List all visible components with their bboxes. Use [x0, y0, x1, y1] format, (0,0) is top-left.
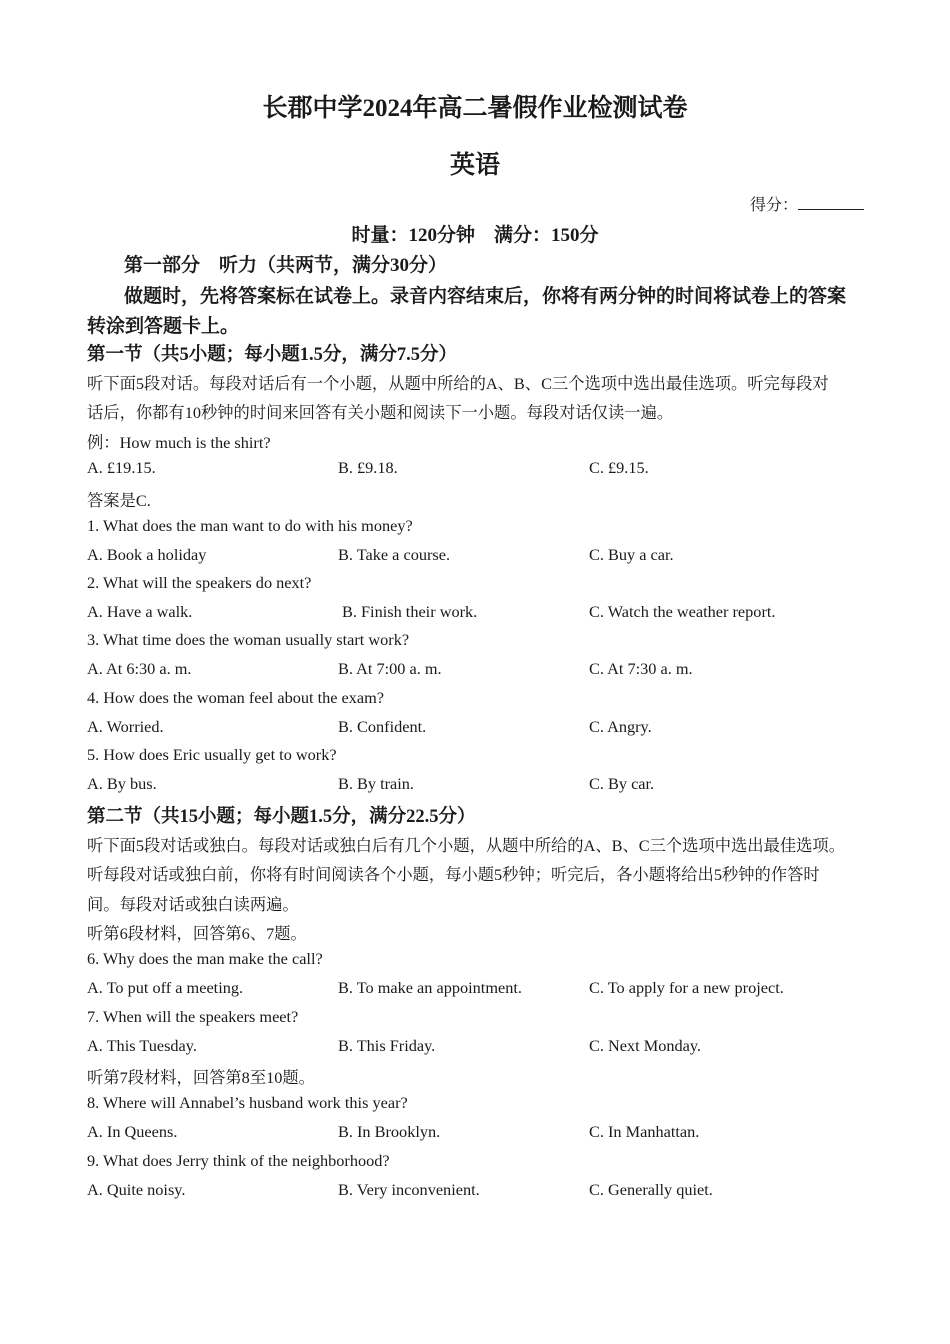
q9-option-a: A. Quite noisy.	[87, 1180, 186, 1199]
q5-option-c: C. By car.	[589, 774, 655, 793]
q1-option-c: C. Buy a car.	[589, 545, 674, 564]
material-6: 听第6段材料，回答第6、7题。	[87, 924, 307, 943]
example-option-a: A. £19.15.	[87, 458, 156, 477]
q5-option-a: A. By bus.	[87, 774, 157, 793]
q8-option-a: A. In Queens.	[87, 1122, 178, 1141]
q6-option-c: C. To apply for a new project.	[589, 978, 784, 997]
q7-option-c: C. Next Monday.	[589, 1036, 701, 1055]
q1-option-b: B. Take a course.	[338, 545, 451, 564]
q3-option-a: A. At 6:30 a. m.	[87, 659, 192, 678]
subject-title: 英语	[449, 152, 500, 179]
material-7: 听第7段材料，回答第8至10题。	[87, 1068, 315, 1087]
q2-option-c: C. Watch the weather report.	[589, 602, 776, 621]
example-question: 例：How much is the shirt?	[87, 433, 271, 452]
q6-option-b: B. To make an appointment.	[338, 978, 522, 997]
part1-instruction-line2: 转涂到答题卡上。	[87, 316, 240, 337]
section1-heading: 第一节（共5小题；每小题1.5分，满分7.5分）	[87, 345, 458, 365]
q4-option-c: C. Angry.	[589, 717, 652, 736]
section2-directions-line1: 听下面5段对话或独白。每段对话或独白后有几个小题，从题中所给的A、B、C三个选项中选出最佳选项。	[87, 836, 845, 855]
q8-option-c: C. In Manhattan.	[589, 1122, 700, 1141]
section2-directions-line2: 听每段对话或独白前，你将有时间阅读各个小题，每小题5秒钟；听完后，各小题将给出5秒钟的作答时	[87, 865, 820, 884]
section1-directions-line1: 听下面5段对话。每段对话后有一个小题，从题中所给的A、B、C三个选项中选出最佳选项。听完每段对	[87, 374, 829, 393]
section2-directions-line3: 间。每段对话或独白读两遍。	[87, 895, 299, 914]
q8-option-b: B. In Brooklyn.	[338, 1122, 441, 1141]
section2-heading: 第二节（共15小题；每小题1.5分，满分22.5分）	[87, 807, 476, 827]
q4-option-a: A. Worried.	[87, 717, 164, 736]
exam-title: 长郡中学2024年高二暑假作业检测试卷	[262, 95, 688, 122]
question-3: 3. What time does the woman usually start work?	[87, 630, 410, 649]
q2-option-a: A. Have a walk.	[87, 602, 193, 621]
score-field	[750, 192, 864, 215]
question-9: 9. What does Jerry think of the neighborhood?	[87, 1151, 390, 1170]
q3-option-c: C. At 7:30 a. m.	[589, 659, 693, 678]
example-option-b: B. £9.18.	[338, 458, 398, 477]
question-1: 1. What does the man want to do with his money?	[87, 516, 413, 535]
q5-option-b: B. By train.	[338, 774, 414, 793]
question-8: 8. Where will Annabel’s husband work this year?	[87, 1093, 408, 1112]
q9-option-b: B. Very inconvenient.	[338, 1180, 480, 1199]
question-5: 5. How does Eric usually get to work?	[87, 745, 337, 764]
q4-option-b: B. Confident.	[338, 717, 427, 736]
part1-instruction-line1: 做题时，先将答案标在试卷上。录音内容结束后，你将有两分钟的时间将试卷上的答案	[124, 286, 847, 307]
q3-option-b: B. At 7:00 a. m.	[338, 659, 442, 678]
part1-heading: 第一部分 听力（共两节，满分30分）	[124, 255, 448, 276]
q1-option-a: A. Book a holiday	[87, 545, 207, 564]
time-info: 时量：120分钟 满分：150分	[351, 225, 599, 246]
q6-option-a: A. To put off a meeting.	[87, 978, 244, 997]
q7-option-a: A. This Tuesday.	[87, 1036, 197, 1055]
score-label: 得分：	[749, 197, 798, 214]
example-option-c: C. £9.15.	[589, 458, 649, 477]
q7-option-b: B. This Friday.	[338, 1036, 436, 1055]
q2-option-b: B. Finish their work.	[342, 602, 478, 621]
q9-option-c: C. Generally quiet.	[589, 1180, 713, 1199]
question-7: 7. When will the speakers meet?	[87, 1007, 299, 1026]
question-2: 2. What will the speakers do next?	[87, 573, 312, 592]
score-blank	[798, 194, 864, 210]
example-answer: 答案是C.	[87, 491, 151, 510]
question-4: 4. How does the woman feel about the exam?	[87, 688, 385, 707]
question-6: 6. Why does the man make the call?	[87, 949, 323, 968]
section1-directions-line2: 话后，你都有10秒钟的时间来回答有关小题和阅读下一小题。每段对话仅读一遍。	[87, 403, 674, 422]
